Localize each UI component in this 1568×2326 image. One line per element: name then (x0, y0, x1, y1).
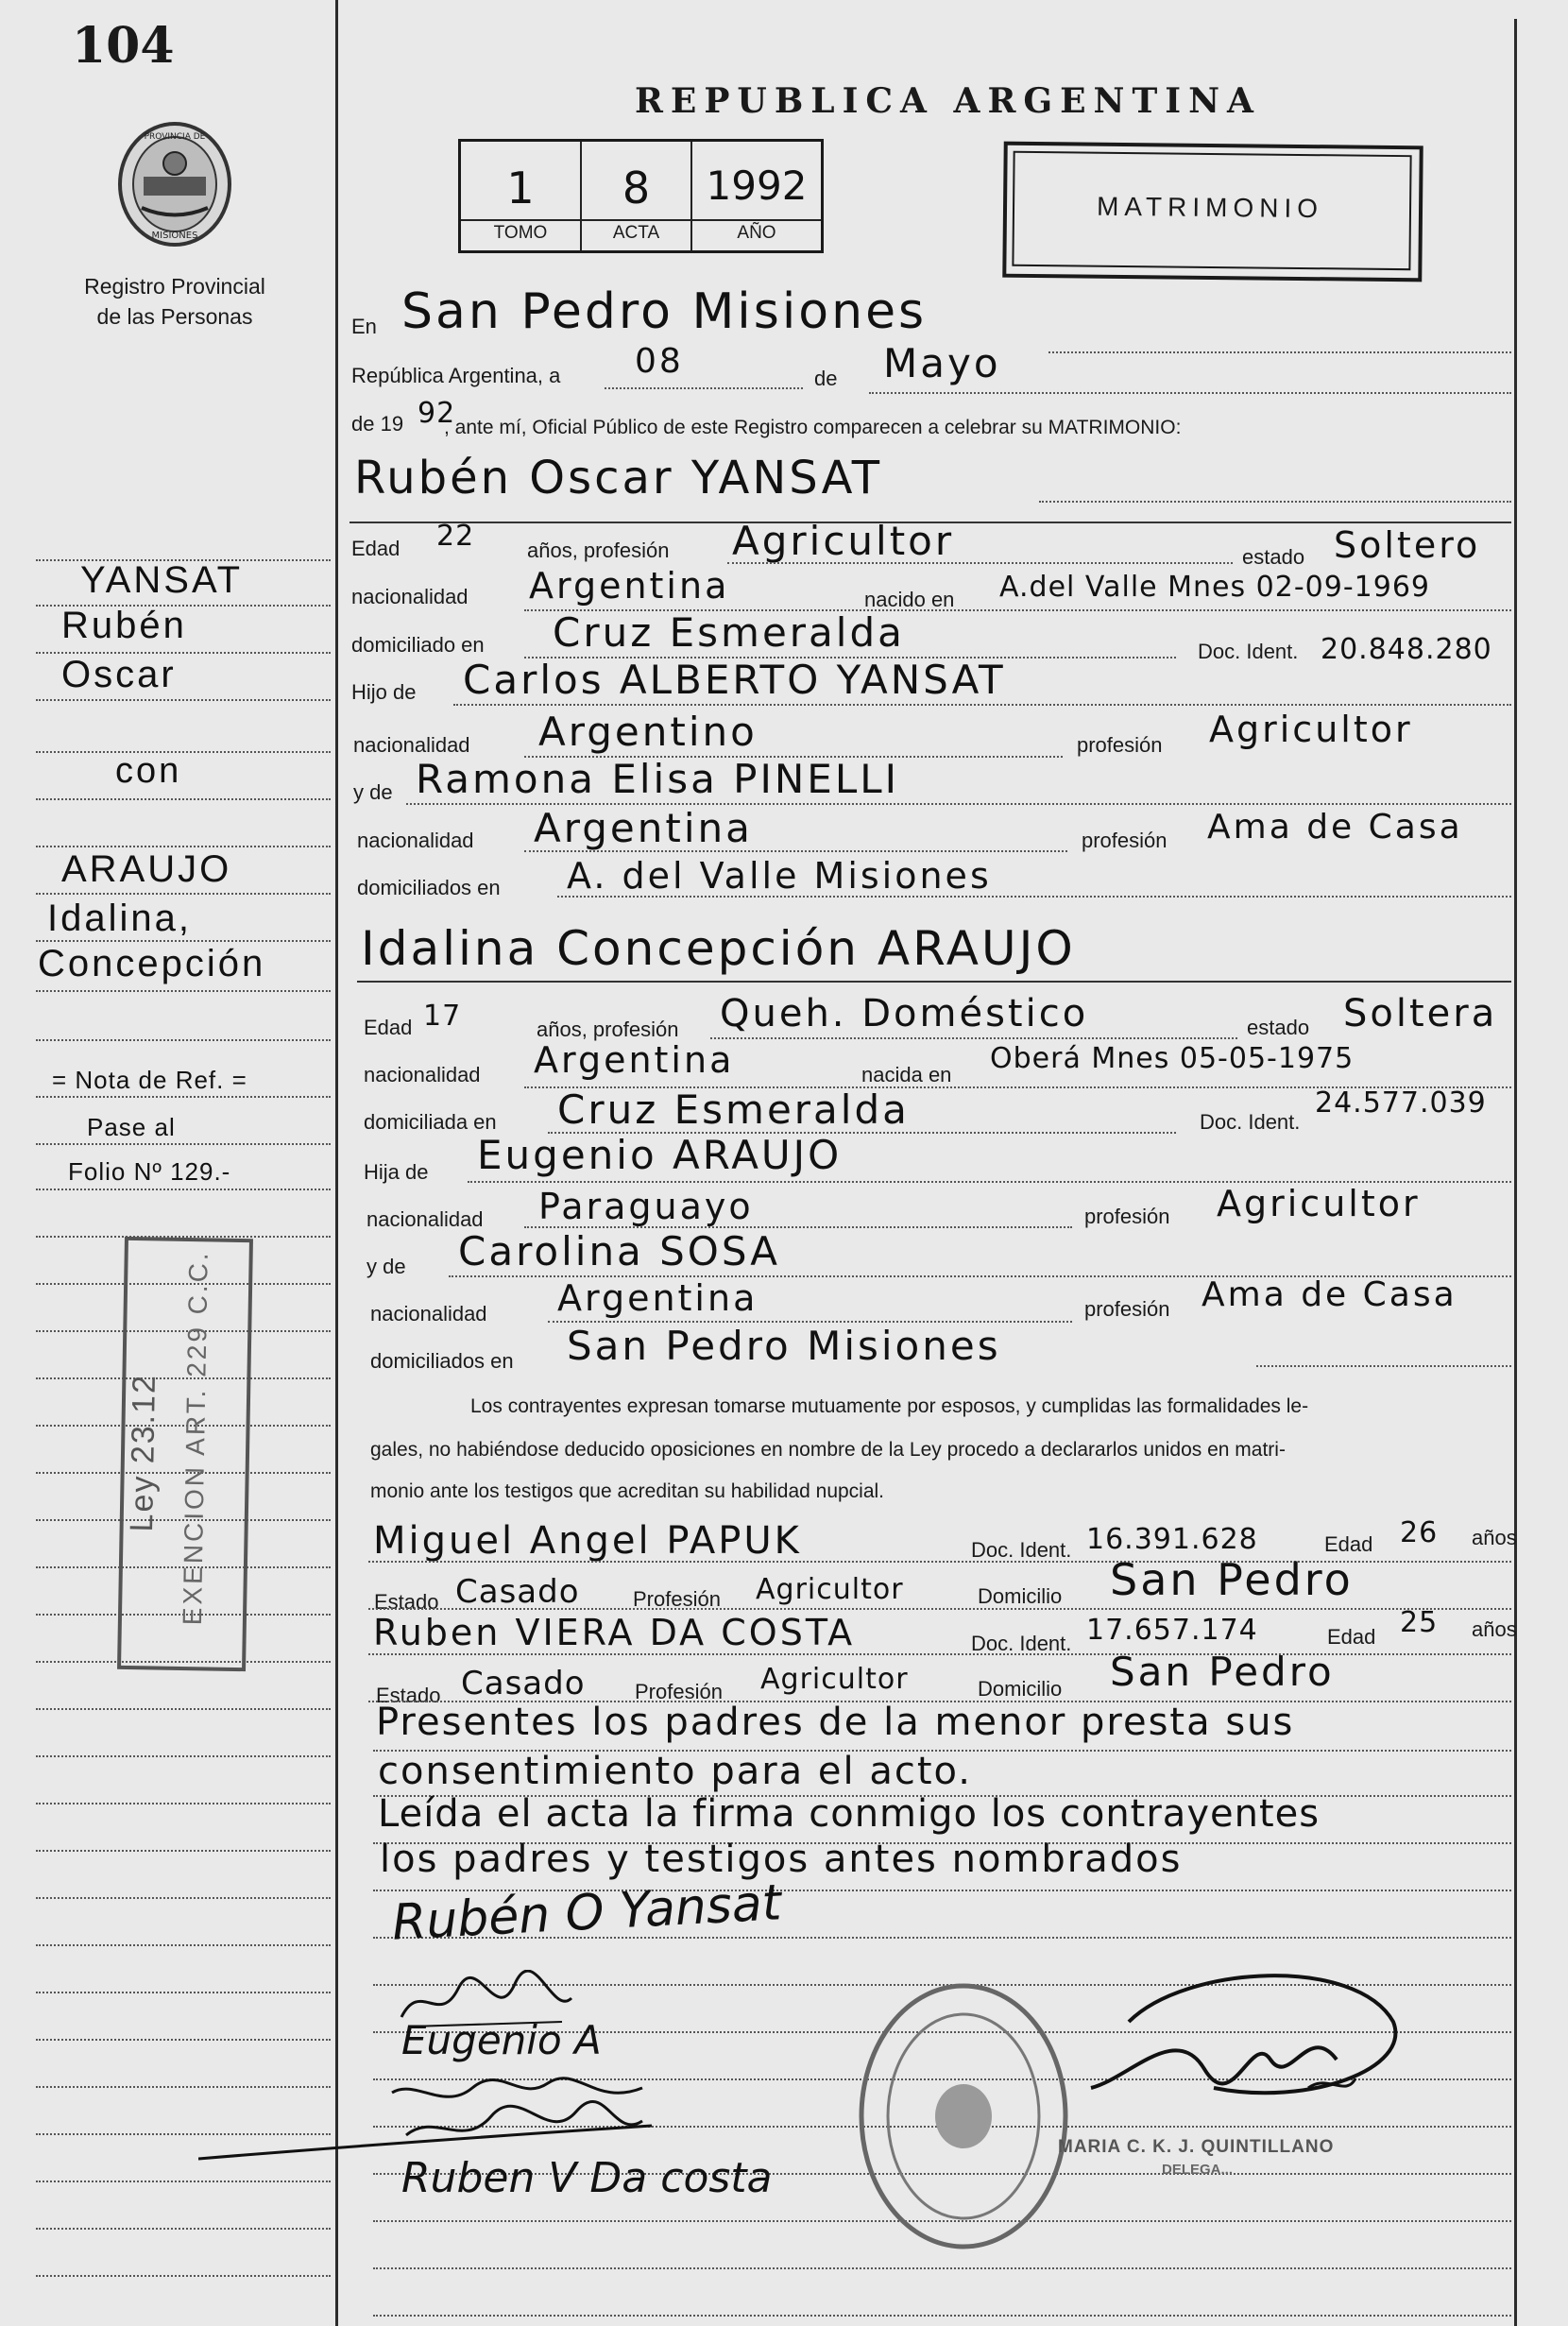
doc-type-title: MATRIMONIO (1096, 191, 1324, 224)
groom-mother: Ramona Elisa PINELLI (416, 756, 900, 802)
groom-mother-nationality: Argentina (534, 805, 753, 851)
witness1-doc: 16.391.628 (1086, 1523, 1258, 1556)
witness1-doc-label: Doc. Ident. (971, 1538, 1072, 1562)
bride-profession: Queh. Doméstico (720, 992, 1089, 1035)
signature-3: Ruben V Da costa (401, 2154, 773, 2202)
ano-value: 1992 (706, 162, 808, 209)
witness2-doc-label: Doc. Ident. (971, 1632, 1072, 1655)
groom-nationality: Argentina (529, 565, 730, 607)
bride-mother-nationality: Argentina (557, 1277, 758, 1319)
bride-full-name: Idalina Concepción ARAUJO (361, 921, 1076, 976)
en-label: En (351, 315, 377, 338)
bride-mother: Carolina SOSA (458, 1228, 781, 1274)
witness2-prof-label: Profesión (635, 1680, 723, 1703)
right-border (1514, 19, 1517, 2326)
groom-edad-label: Edad (351, 537, 401, 560)
republica-label: República Argentina, a (351, 364, 561, 387)
witness2-name: Ruben VIERA DA COSTA (373, 1612, 856, 1653)
country-title: REPUBLICA ARGENTINA (635, 81, 1261, 121)
groom-nat-label: nacionalidad (351, 585, 469, 608)
svg-text:PROVINCIA DE: PROVINCIA DE (144, 132, 206, 142)
official-seal-icon (850, 1975, 1077, 2263)
act-intro: , ante mí, Oficial Público de este Registro comparecen a celebrar su MATRIMONIO: (444, 417, 1182, 438)
de-label: de (814, 367, 838, 390)
witness1-name: Miguel Angel PAPUK (373, 1519, 802, 1563)
ano-label: AÑO (737, 223, 776, 243)
bride-doc-label: Doc. Ident. (1200, 1110, 1301, 1134)
bride-dom-label: domiciliada en (364, 1110, 497, 1134)
bride-anos-label: años, profesión (537, 1018, 679, 1041)
bride-birthplace: Oberá Mnes 05-05-1975 (990, 1042, 1355, 1075)
groom-father-nat-label: nacionalidad (353, 733, 470, 757)
acta-value: 8 (622, 162, 651, 214)
officer-signature-icon (1072, 1965, 1450, 2130)
margin-con: con (115, 751, 182, 791)
groom-marital: Soltero (1334, 524, 1481, 566)
groom-mother-nat-label: nacionalidad (357, 829, 474, 852)
bride-parents-dom-label: domiciliados en (370, 1349, 514, 1373)
act-day: 08 (635, 342, 684, 381)
margin-note1: = Nota de Ref. = (52, 1066, 247, 1094)
tomo-label: TOMO (493, 223, 548, 243)
province-seal-icon (113, 118, 236, 250)
witness1-dom-label: Domicilio (978, 1584, 1063, 1608)
groom-address: Cruz Esmeralda (553, 609, 905, 656)
margin-bride-name1: Idalina, (47, 898, 192, 939)
note-line3: Leída el acta la firma conmigo los contrayentes (378, 1792, 1321, 1836)
witness1-profession: Agricultor (756, 1573, 904, 1606)
page-number: 104 (72, 17, 175, 75)
bride-father-profession: Agricultor (1217, 1183, 1421, 1224)
groom-father-nationality: Argentino (538, 709, 758, 755)
tomo-value: 1 (506, 162, 535, 214)
groom-nacido-label: nacido en (864, 588, 955, 611)
margin-name1: Rubén (61, 605, 187, 646)
groom-dom-label: domiciliado en (351, 633, 485, 657)
act-place: San Pedro Misiones (401, 283, 928, 340)
bride-mother-nat-label: nacionalidad (370, 1302, 487, 1325)
declaration-line2: gales, no habiéndose deducido oposiciones en nombre de la Ley procedo a declararlos unidos en matri- (370, 1439, 1286, 1461)
registry-name-line1: Registro Provincial (84, 274, 265, 299)
witness2-domicile: San Pedro (1110, 1649, 1335, 1695)
bride-yde-label: y de (366, 1255, 406, 1278)
acta-label: ACTA (612, 223, 660, 243)
officer-name: MARIA C. K. J. QUINTILLANO (1058, 2137, 1335, 2157)
signature-2: Eugenio A (401, 2017, 602, 2063)
groom-parents-dom-label: domiciliados en (357, 876, 501, 899)
note-line4: los padres y testigos antes nombrados (380, 1838, 1183, 1881)
witness1-estado: Casado (455, 1573, 580, 1611)
bride-marital: Soltera (1343, 992, 1498, 1035)
witness1-prof-label: Profesión (633, 1587, 721, 1611)
groom-anos-label: años, profesión (527, 539, 670, 562)
groom-father-profession: Agricultor (1209, 709, 1413, 750)
year-prefix: de 19 (351, 412, 404, 436)
bride-father-nat-label: nacionalidad (366, 1207, 484, 1231)
stamp-line1: Ley 23.12 (124, 1373, 162, 1532)
groom-mother-prof-label: profesión (1082, 829, 1167, 852)
registry-name-line2: de las Personas (96, 304, 253, 329)
bride-father-prof-label: profesión (1084, 1205, 1170, 1228)
note-line2: consentimiento para el acto. (378, 1750, 973, 1793)
margin-bride-name2: Concepción (38, 943, 266, 984)
bride-edad-label: Edad (364, 1016, 413, 1039)
officer-title: DELEGA... (1162, 2162, 1234, 2178)
bride-father-nationality: Paraguayo (538, 1186, 754, 1227)
groom-birthplace: A.del Valle Mnes 02-09-1969 (999, 571, 1431, 604)
groom-signature: Rubén O Yansat (390, 1874, 783, 1952)
witness2-doc: 17.657.174 (1086, 1614, 1258, 1647)
margin-surname: YANSAT (80, 559, 244, 601)
bride-address: Cruz Esmeralda (557, 1086, 910, 1133)
bride-estado-label: estado (1247, 1016, 1310, 1039)
bride-nacida-label: nacida en (861, 1063, 952, 1086)
witness2-age: 25 (1400, 1606, 1439, 1639)
witness2-edad-label: Edad (1327, 1625, 1376, 1649)
stamp-line2: EXENCION ART. 229 C.C. (177, 1250, 213, 1626)
bride-hija-label: Hija de (364, 1160, 429, 1184)
witness2-profession: Agricultor (760, 1663, 909, 1696)
witness2-anos-label: años (1472, 1617, 1517, 1641)
witness1-domicile: San Pedro (1110, 1554, 1354, 1605)
act-year: 92 (418, 397, 456, 430)
note-line1: Presentes los padres de la menor presta sus (376, 1701, 1295, 1744)
margin-divider (335, 0, 338, 2326)
groom-father-prof-label: profesión (1077, 733, 1163, 757)
margin-bride-surname: ARAUJO (61, 848, 232, 890)
bride-mother-profession: Ama de Casa (1202, 1275, 1457, 1314)
groom-parents-address: A. del Valle Misiones (567, 855, 992, 897)
act-month: Mayo (883, 340, 1001, 386)
groom-profession: Agricultor (732, 518, 955, 564)
witness1-edad-label: Edad (1324, 1532, 1373, 1556)
record-id-box (458, 139, 824, 253)
witness2-dom-label: Domicilio (978, 1677, 1063, 1701)
witness1-anos-label: años (1472, 1526, 1517, 1549)
exemption-stamp (117, 1237, 253, 1671)
witness1-estado-label: Estado (374, 1590, 439, 1614)
groom-yde-label: y de (353, 780, 393, 804)
bride-nationality: Argentina (534, 1039, 735, 1081)
groom-father: Carlos ALBERTO YANSAT (463, 657, 1006, 703)
groom-doc: 20.848.280 (1321, 633, 1492, 666)
bride-parents-address: San Pedro Misiones (567, 1323, 1001, 1369)
groom-doc-label: Doc. Ident. (1198, 640, 1299, 663)
groom-hijo-label: Hijo de (351, 680, 417, 704)
margin-note2: Pase al (87, 1113, 176, 1141)
bride-age: 17 (423, 1000, 462, 1033)
declaration-line3: monio ante los testigos que acreditan su habilidad nupcial. (370, 1480, 885, 1502)
bride-mother-prof-label: profesión (1084, 1297, 1170, 1321)
doc-type-box (1002, 142, 1423, 282)
declaration-line1: Los contrayentes expresan tomarse mutuamente por esposos, y cumplidas las formalidades le- (470, 1395, 1309, 1417)
margin-name2: Oscar (61, 654, 177, 695)
groom-full-name: Rubén Oscar YANSAT (354, 452, 883, 505)
groom-estado-label: estado (1242, 545, 1305, 569)
groom-mother-profession: Ama de Casa (1207, 808, 1463, 847)
bride-father: Eugenio ARAUJO (477, 1132, 843, 1178)
bride-doc: 24.577.039 (1315, 1086, 1487, 1120)
margin-note3: Folio Nº 129.- (68, 1157, 231, 1186)
witness1-age: 26 (1400, 1516, 1439, 1549)
bride-nat-label: nacionalidad (364, 1063, 481, 1086)
witness2-estado-label: Estado (376, 1684, 441, 1707)
svg-text:MISIONES: MISIONES (151, 231, 198, 241)
groom-age: 22 (436, 520, 475, 553)
witness2-estado: Casado (461, 1665, 586, 1702)
